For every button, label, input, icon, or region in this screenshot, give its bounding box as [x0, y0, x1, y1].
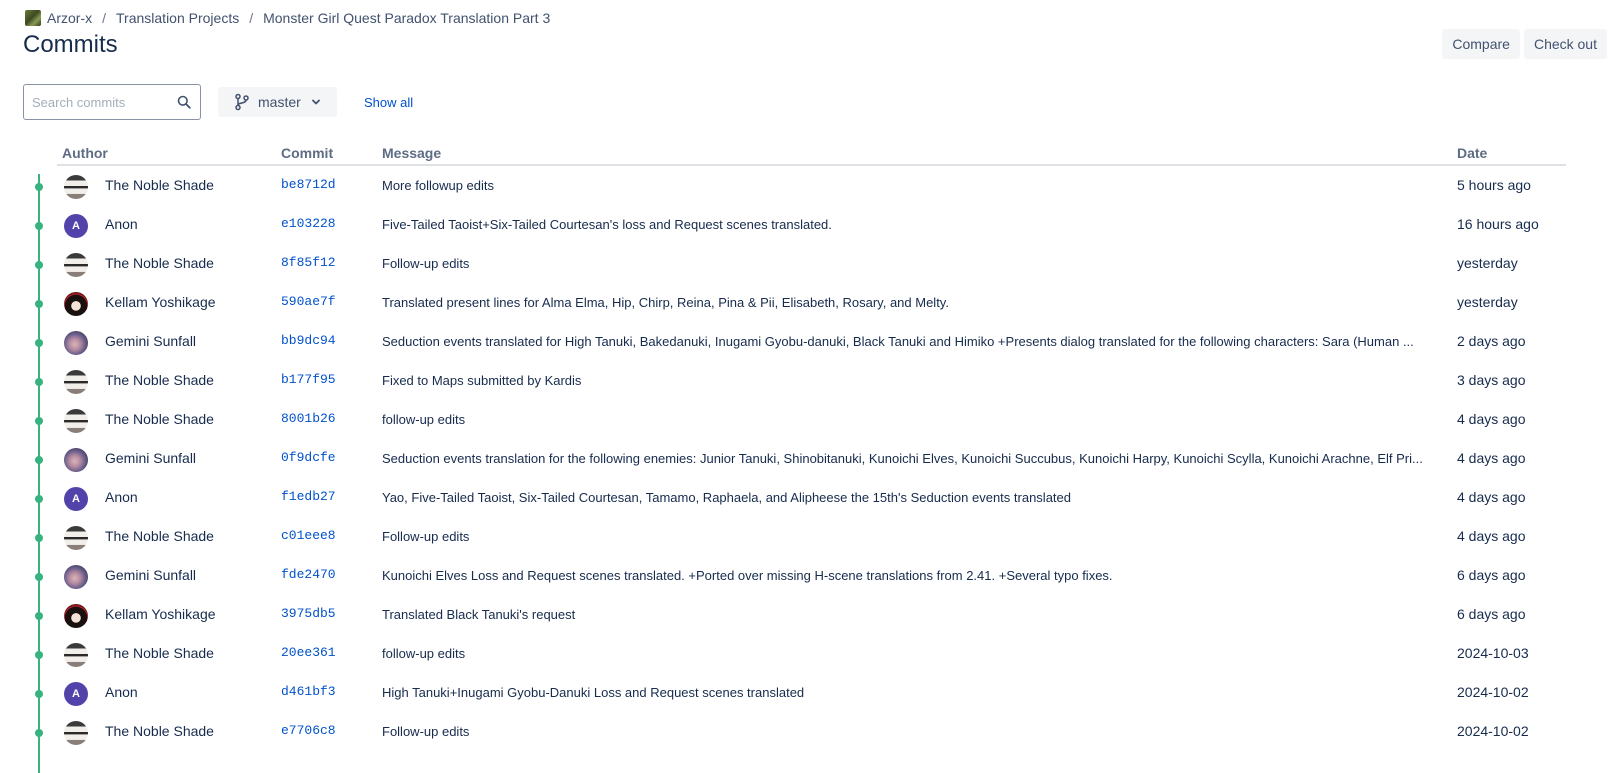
table-row	[0, 244, 1609, 283]
avatar[interactable]	[64, 370, 88, 394]
table-row	[0, 673, 1609, 712]
commit-hash-link[interactable]: bb9dc94	[281, 333, 336, 348]
page-title: Commits	[23, 31, 118, 58]
author-name: Kellam Yoshikage	[105, 606, 216, 622]
author-name: The Noble Shade	[105, 723, 214, 739]
table-row	[0, 556, 1609, 595]
table-row	[0, 400, 1609, 439]
search-commits-field[interactable]	[23, 84, 201, 120]
table-row	[0, 283, 1609, 322]
commit-graph-dot	[35, 222, 43, 230]
table-row	[0, 517, 1609, 556]
commit-date: 6 days ago	[1457, 567, 1526, 583]
search-input[interactable]	[30, 94, 174, 111]
breadcrumb-separator: /	[102, 10, 107, 26]
avatar[interactable]	[64, 448, 88, 472]
commit-date: 2 days ago	[1457, 333, 1526, 349]
commit-hash-link[interactable]: f1edb27	[281, 489, 336, 504]
commit-hash-link[interactable]: b177f95	[281, 372, 336, 387]
author-name: Gemini Sunfall	[105, 333, 197, 349]
author-name: The Noble Shade	[105, 411, 214, 427]
commit-graph-dot	[35, 261, 43, 269]
commit-message: Translated present lines for Alma Elma, Hip, Chirp, Reina, Pina & Pii, Elisabeth, Rosary, and Melty.	[382, 295, 949, 310]
commit-hash-link[interactable]: e7706c8	[281, 723, 336, 738]
commit-message: Five-Tailed Taoist+Six-Tailed Courtesan's loss and Request scenes translated.	[382, 217, 832, 232]
avatar[interactable]	[64, 175, 88, 199]
author-name: The Noble Shade	[105, 372, 214, 388]
commit-message: Seduction events translated for High Tanuki, Bakedanuki, Inugami Gyobu-danuki, Black Tanuki and Himiko +Presents dialog translated for the following characters: Sara (Human ...	[382, 334, 1414, 349]
commit-hash-link[interactable]: 0f9dcfe	[281, 450, 336, 465]
workspace-avatar[interactable]	[25, 10, 41, 26]
commit-graph-dot	[35, 183, 43, 191]
commit-graph-dot	[35, 417, 43, 425]
table-row	[0, 322, 1609, 361]
author-name: The Noble Shade	[105, 255, 214, 271]
commit-date: 4 days ago	[1457, 411, 1526, 427]
commit-date: 2024-10-02	[1457, 723, 1529, 739]
commit-hash-link[interactable]: 8f85f12	[281, 255, 336, 270]
commit-hash-link[interactable]: 590ae7f	[281, 294, 336, 309]
commit-date: yesterday	[1457, 294, 1518, 310]
commit-graph-dot	[35, 573, 43, 581]
column-header-commit: Commit	[281, 145, 334, 161]
table-row	[0, 634, 1609, 673]
commit-hash-link[interactable]: 3975db5	[281, 606, 336, 621]
commit-graph-dot	[35, 690, 43, 698]
avatar[interactable]	[64, 253, 88, 277]
branch-selector[interactable]	[218, 87, 337, 117]
commit-message: Fixed to Maps submitted by Kardis	[382, 373, 582, 388]
commit-message: Translated Black Tanuki's request	[382, 607, 576, 622]
author-name: The Noble Shade	[105, 645, 214, 661]
compare-button[interactable]: Compare	[1442, 29, 1520, 59]
commit-date: 2024-10-03	[1457, 645, 1529, 661]
branch-icon	[234, 93, 250, 111]
author-name: Gemini Sunfall	[105, 450, 197, 466]
avatar[interactable]	[64, 643, 88, 667]
commit-graph-dot	[35, 339, 43, 347]
avatar[interactable]	[64, 604, 88, 628]
avatar[interactable]	[64, 565, 88, 589]
author-name: The Noble Shade	[105, 177, 214, 193]
check-out-button[interactable]: Check out	[1524, 29, 1607, 59]
avatar[interactable]: A	[64, 682, 88, 706]
avatar[interactable]	[64, 721, 88, 745]
show-all-link[interactable]: Show all	[364, 95, 414, 110]
commit-date: 6 days ago	[1457, 606, 1526, 622]
table-row	[0, 595, 1609, 634]
column-header-message: Message	[382, 145, 442, 161]
avatar[interactable]	[64, 409, 88, 433]
commit-message: Kunoichi Elves Loss and Request scenes translated. +Ported over missing H-scene translations from 2.41. +Several typo fixes.	[382, 568, 1113, 583]
avatar[interactable]	[64, 292, 88, 316]
commit-hash-link[interactable]: be8712d	[281, 177, 336, 192]
table-row	[0, 439, 1609, 478]
commit-date: yesterday	[1457, 255, 1518, 271]
commit-message: High Tanuki+Inugami Gyobu-Danuki Loss and Request scenes translated	[382, 685, 805, 700]
commit-hash-link[interactable]: e103228	[281, 216, 336, 231]
search-icon[interactable]	[177, 95, 191, 109]
breadcrumb-repository[interactable]: Monster Girl Quest Paradox Translation Part 3	[263, 10, 551, 26]
avatar[interactable]	[64, 331, 88, 355]
commit-message: follow-up edits	[382, 646, 466, 661]
commit-date: 4 days ago	[1457, 528, 1526, 544]
commit-graph-dot	[35, 729, 43, 737]
commit-message: Follow-up edits	[382, 529, 470, 544]
page-actions	[1442, 29, 1607, 59]
table-row	[0, 205, 1609, 244]
commit-message: Yao, Five-Tailed Taoist, Six-Tailed Courtesan, Tamamo, Raphaela, and Alipheese the 15th's Seduction events translated	[382, 490, 1071, 505]
commit-date: 3 days ago	[1457, 372, 1526, 388]
author-name: The Noble Shade	[105, 528, 214, 544]
commit-graph-dot	[35, 495, 43, 503]
commit-date: 16 hours ago	[1457, 216, 1539, 232]
commit-message: Seduction events translation for the following enemies: Junior Tanuki, Shinobitanuki, Kunoichi Elves, Kunoichi Succubus, Kunoichi Harpy, Kunoichi Scylla, Kunoichi Arachne, Elf Pri...	[382, 451, 1423, 466]
commit-hash-link[interactable]: 8001b26	[281, 411, 336, 426]
author-name: Gemini Sunfall	[105, 567, 197, 583]
commit-message: More followup edits	[382, 178, 494, 193]
author-name: Anon	[105, 684, 138, 700]
table-row	[0, 166, 1609, 205]
branch-name: master	[258, 94, 301, 110]
avatar[interactable]: A	[64, 487, 88, 511]
commit-date: 4 days ago	[1457, 450, 1526, 466]
commit-graph-dot	[35, 612, 43, 620]
commit-message: follow-up edits	[382, 412, 466, 427]
column-header-author: Author	[62, 145, 108, 161]
commit-date: 5 hours ago	[1457, 177, 1531, 193]
author-name: Anon	[105, 489, 138, 505]
commit-graph-dot	[35, 300, 43, 308]
table-row	[0, 478, 1609, 517]
author-name: Anon	[105, 216, 138, 232]
avatar[interactable]	[64, 526, 88, 550]
column-header-date: Date	[1457, 145, 1488, 161]
avatar[interactable]: A	[64, 214, 88, 238]
breadcrumb-workspace[interactable]: Arzor-x	[47, 10, 93, 26]
breadcrumb-project[interactable]: Translation Projects	[116, 10, 240, 26]
table-row	[0, 712, 1609, 751]
breadcrumb	[25, 9, 550, 27]
commit-graph-dot	[35, 651, 43, 659]
author-name: Kellam Yoshikage	[105, 294, 216, 310]
commit-message: Follow-up edits	[382, 724, 470, 739]
commit-graph-dot	[35, 456, 43, 464]
breadcrumb-separator: /	[249, 10, 254, 26]
commit-hash-link[interactable]: fde2470	[281, 567, 336, 582]
commit-date: 2024-10-02	[1457, 684, 1529, 700]
commit-message: Follow-up edits	[382, 256, 470, 271]
commits-table-header	[0, 142, 1609, 166]
commit-hash-link[interactable]: 20ee361	[281, 645, 336, 660]
table-row	[0, 361, 1609, 400]
commit-hash-link[interactable]: c01eee8	[281, 528, 336, 543]
commit-hash-link[interactable]: d461bf3	[281, 684, 336, 699]
commit-graph-dot	[35, 378, 43, 386]
commit-date: 4 days ago	[1457, 489, 1526, 505]
commit-graph-dot	[35, 534, 43, 542]
chevron-down-icon	[311, 97, 321, 107]
